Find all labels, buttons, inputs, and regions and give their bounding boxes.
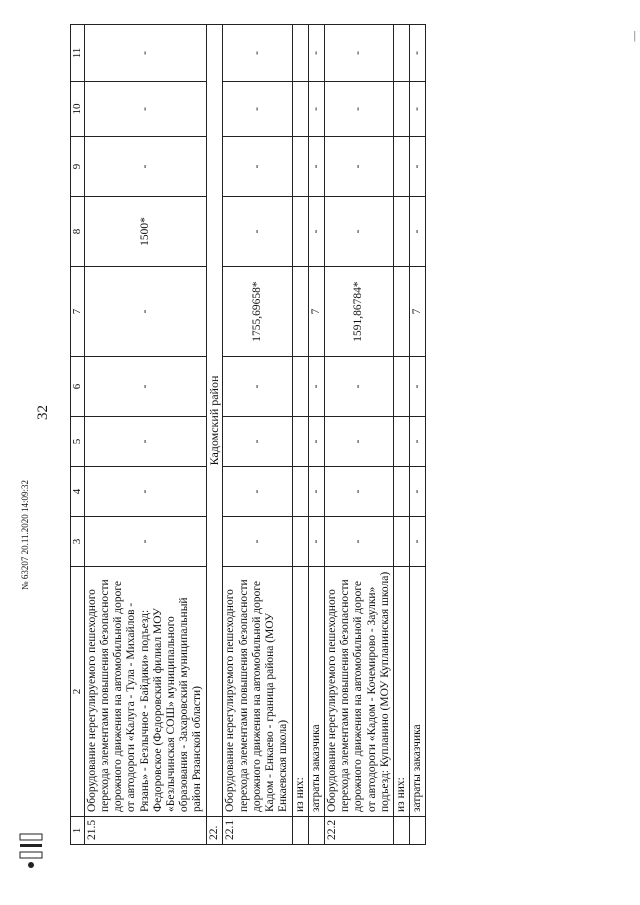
row-number: 22. [206, 817, 223, 845]
value-cell [394, 197, 410, 267]
value-cell [394, 25, 410, 82]
value-cell: - [324, 517, 393, 567]
corner-mark: | [633, 28, 636, 42]
value-cell [292, 267, 308, 357]
value-cell: - [84, 82, 206, 137]
value-cell: - [324, 467, 393, 517]
value-cell [292, 82, 308, 137]
value-cell [292, 137, 308, 197]
row-name: затраты заказчика [308, 567, 324, 817]
value-cell: - [308, 417, 324, 467]
value-cell: - [308, 137, 324, 197]
value-cell: - [84, 517, 206, 567]
value-cell: - [410, 82, 426, 137]
value-cell: - [308, 517, 324, 567]
value-cell: - [324, 82, 393, 137]
value-cell: - [308, 82, 324, 137]
row-name: из них: [394, 567, 410, 817]
header-cell: 7 [71, 267, 85, 357]
value-cell: - [84, 467, 206, 517]
value-cell: - [223, 357, 292, 417]
value-cell: - [410, 417, 426, 467]
value-cell: - [324, 417, 393, 467]
table-row [84, 25, 206, 845]
value-cell: - [84, 417, 206, 467]
section-title: Кадомский район [206, 25, 223, 817]
header-cell: 10 [71, 82, 85, 137]
rotated-table-container [70, 25, 630, 845]
value-cell [292, 417, 308, 467]
value-cell: - [324, 25, 393, 82]
header-cell: 6 [71, 357, 85, 417]
value-cell [292, 517, 308, 567]
value-cell: - [410, 357, 426, 417]
row-number [394, 817, 410, 845]
value-cell [394, 137, 410, 197]
table-row [206, 25, 223, 845]
table-row [223, 25, 292, 845]
header-cell: 3 [71, 517, 85, 567]
value-cell: - [410, 25, 426, 82]
header-row [71, 25, 85, 845]
value-cell: - [410, 137, 426, 197]
value-cell: - [308, 467, 324, 517]
value-cell [394, 467, 410, 517]
row-name: затраты заказчика [410, 567, 426, 817]
value-cell: - [410, 197, 426, 267]
value-cell: - [324, 357, 393, 417]
value-cell: - [223, 517, 292, 567]
header-cell: 1 [71, 817, 85, 845]
row-number [308, 817, 324, 845]
value-cell: - [223, 82, 292, 137]
value-cell: - [223, 197, 292, 267]
table-row [324, 25, 393, 845]
budget-table [70, 24, 426, 845]
row-name: Оборудование нерегулируемого пешеходного перехода элементами повышения безопасности дорожного движения на автомобильной дороге от автодороги «Калуга - Тула - Михайлов - Рязань» - Безлычное - Байдики» подъезд: Федоровское (Федоровский филиал МОУ «Безлычинская СОШ» муниципального образования - Захаровский муниципальный район Рязанской области) [84, 567, 206, 817]
value-cell: - [410, 517, 426, 567]
value-cell: - [308, 25, 324, 82]
value-cell: 7 [410, 267, 426, 357]
value-cell [394, 417, 410, 467]
row-number: 22.1 [223, 817, 292, 845]
table-row [410, 25, 426, 845]
value-cell: - [410, 467, 426, 517]
value-cell: - [324, 197, 393, 267]
value-cell: - [84, 25, 206, 82]
header-cell: 8 [71, 197, 85, 267]
table-row [394, 25, 410, 845]
footer-stamp: № 63207 20.11.2020 14:09:32 [20, 479, 30, 590]
row-name: Оборудование нерегулируемого пешеходного перехода элементами повышения безопасности дорожного движения на автомобильной дороге Кадом - Енкаево - граница района (МОУ Енкаевская школа) [223, 567, 292, 817]
value-cell [292, 467, 308, 517]
value-cell: - [223, 417, 292, 467]
value-cell: - [223, 25, 292, 82]
value-cell: 1755,69658* [223, 267, 292, 357]
header-cell: 11 [71, 25, 85, 82]
value-cell [394, 517, 410, 567]
value-cell: - [84, 267, 206, 357]
row-number: 22.2 [324, 817, 393, 845]
row-number [292, 817, 308, 845]
page-number: 32 [35, 405, 51, 420]
value-cell [292, 197, 308, 267]
signature-stamp-icon [18, 830, 44, 870]
value-cell: - [223, 137, 292, 197]
row-name: Оборудование нерегулируемого пешеходного перехода элементами повышения безопасности дорожного движения на автомобильной дороге от автодороги «Кадом - Кочемирово - Заулки» подъезд: Купланино (МОУ Купланинская школа) [324, 567, 393, 817]
table-row [308, 25, 324, 845]
value-cell: - [84, 357, 206, 417]
value-cell [394, 357, 410, 417]
value-cell: - [308, 197, 324, 267]
value-cell: - [223, 467, 292, 517]
value-cell: - [324, 137, 393, 197]
header-cell: 4 [71, 467, 85, 517]
value-cell: 1591,86784* [324, 267, 393, 357]
value-cell [394, 267, 410, 357]
value-cell: - [308, 357, 324, 417]
value-cell: 7 [308, 267, 324, 357]
table-row [292, 25, 308, 845]
value-cell: 1500* [84, 197, 206, 267]
row-name: из них: [292, 567, 308, 817]
value-cell [394, 82, 410, 137]
value-cell: - [84, 137, 206, 197]
header-cell: 5 [71, 417, 85, 467]
value-cell [292, 357, 308, 417]
row-number: 21.5 [84, 817, 206, 845]
value-cell [292, 25, 308, 82]
header-cell: 2 [71, 567, 85, 817]
row-number [410, 817, 426, 845]
header-cell: 9 [71, 137, 85, 197]
